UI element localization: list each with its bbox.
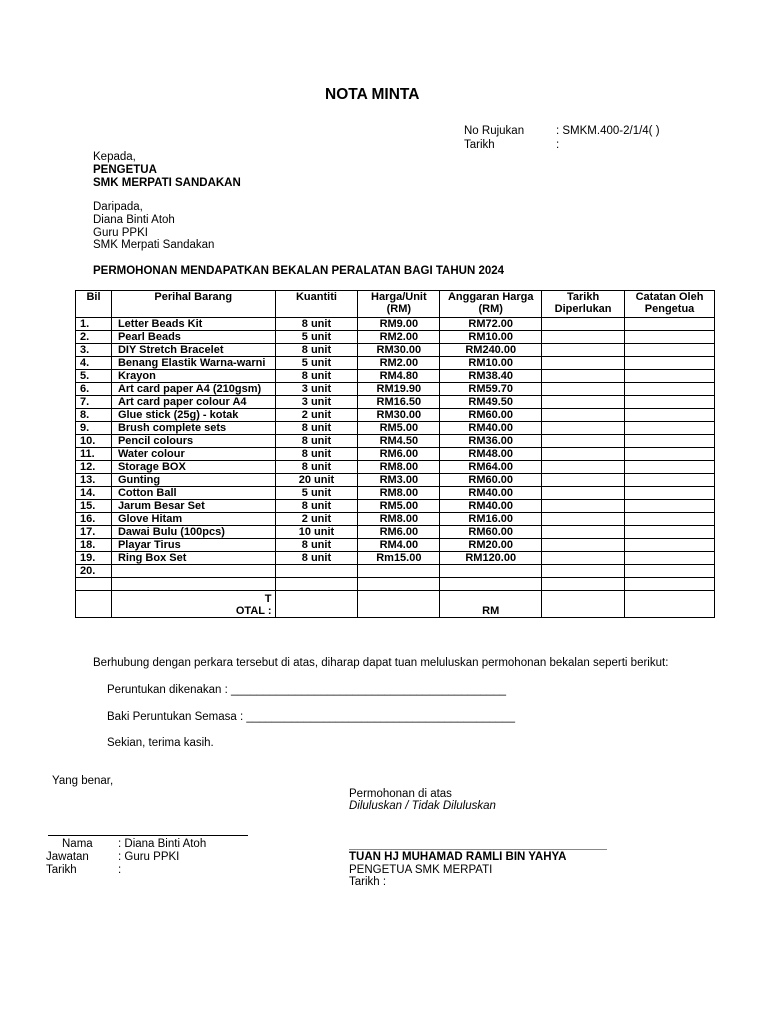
table-row bbox=[76, 448, 715, 461]
row-item: Glove Hitam bbox=[111, 513, 275, 526]
approval-line1: Permohonan di atas bbox=[349, 788, 452, 800]
row-principal-note bbox=[625, 422, 715, 435]
row-principal-note bbox=[625, 448, 715, 461]
yang-benar: Yang benar, bbox=[52, 775, 114, 787]
row-unit-price: RM8.00 bbox=[358, 487, 440, 500]
row-principal-note bbox=[625, 526, 715, 539]
tarikh-value: : bbox=[556, 139, 560, 151]
row-principal-note bbox=[625, 370, 715, 383]
row-estimated-price: RM72.00 bbox=[440, 318, 542, 331]
row-bil: 20. bbox=[76, 565, 112, 578]
row-principal-note bbox=[625, 409, 715, 422]
row-item: Pearl Beads bbox=[111, 331, 275, 344]
row-date-needed bbox=[542, 357, 625, 370]
table-row bbox=[76, 513, 715, 526]
row-date-needed bbox=[542, 409, 625, 422]
row-item bbox=[111, 565, 275, 578]
row-principal-note bbox=[625, 396, 715, 409]
row-unit-price: RM19.90 bbox=[358, 383, 440, 396]
closing-text: Sekian, terima kasih. bbox=[107, 737, 214, 749]
tarikh-label: Tarikh bbox=[464, 139, 495, 151]
row-estimated-price: RM60.00 bbox=[440, 474, 542, 487]
row-unit-price: RM2.00 bbox=[358, 331, 440, 344]
table-row bbox=[76, 487, 715, 500]
subject-heading: PERMOHONAN MENDAPATKAN BEKALAN PERALATAN BAGI TAHUN 2024 bbox=[93, 265, 505, 277]
total-label bbox=[111, 591, 275, 618]
table-row bbox=[76, 383, 715, 396]
row-quantity: 8 unit bbox=[275, 539, 358, 552]
row-item: Dawai Bulu (100pcs) bbox=[111, 526, 275, 539]
row-estimated-price: RM40.00 bbox=[440, 500, 542, 513]
row-date-needed bbox=[542, 565, 625, 578]
row-quantity: 3 unit bbox=[275, 383, 358, 396]
row-item: Brush complete sets bbox=[111, 422, 275, 435]
tarikh-left-label: Tarikh bbox=[46, 864, 77, 876]
table-row bbox=[76, 552, 715, 565]
row-unit-price: RM8.00 bbox=[358, 513, 440, 526]
col-header-bil: Bil bbox=[76, 291, 112, 318]
table-row bbox=[76, 396, 715, 409]
table-row bbox=[76, 474, 715, 487]
row-estimated-price: RM38.40 bbox=[440, 370, 542, 383]
row-estimated-price: RM48.00 bbox=[440, 448, 542, 461]
row-estimated-price: RM49.50 bbox=[440, 396, 542, 409]
total-label-2: OTAL : bbox=[235, 605, 272, 617]
row-bil: 13. bbox=[76, 474, 112, 487]
row-principal-note bbox=[625, 357, 715, 370]
row-date-needed bbox=[542, 474, 625, 487]
row-quantity: 10 unit bbox=[275, 526, 358, 539]
row-unit-price: RM2.00 bbox=[358, 357, 440, 370]
row-date-needed bbox=[542, 500, 625, 513]
row-principal-note bbox=[625, 552, 715, 565]
row-item: Playar Tirus bbox=[111, 539, 275, 552]
principal-name: TUAN HJ MUHAMAD RAMLI BIN YAHYA bbox=[349, 851, 567, 863]
row-unit-price: Rm15.00 bbox=[358, 552, 440, 565]
row-item: Glue stick (25g) - kotak bbox=[111, 409, 275, 422]
row-estimated-price: RM120.00 bbox=[440, 552, 542, 565]
row-quantity: 5 unit bbox=[275, 331, 358, 344]
row-estimated-price: RM40.00 bbox=[440, 487, 542, 500]
from-name: Diana Binti Atoh bbox=[93, 214, 175, 226]
row-unit-price: RM30.00 bbox=[358, 344, 440, 357]
table-row bbox=[76, 500, 715, 513]
row-estimated-price: RM60.00 bbox=[440, 409, 542, 422]
row-principal-note bbox=[625, 461, 715, 474]
row-item: Art card paper A4 (210gsm) bbox=[111, 383, 275, 396]
row-unit-price: RM5.00 bbox=[358, 500, 440, 513]
row-bil: 15. bbox=[76, 500, 112, 513]
row-principal-note bbox=[625, 331, 715, 344]
col-header-harga-unit: Harga/Unit (RM) bbox=[358, 291, 440, 318]
row-principal-note bbox=[625, 513, 715, 526]
row-item: Art card paper colour A4 bbox=[111, 396, 275, 409]
row-estimated-price: RM10.00 bbox=[440, 331, 542, 344]
row-principal-note bbox=[625, 539, 715, 552]
nama-value: : Diana Binti Atoh bbox=[118, 838, 207, 850]
row-quantity: 8 unit bbox=[275, 552, 358, 565]
table-row-empty bbox=[76, 578, 715, 591]
row-date-needed bbox=[542, 331, 625, 344]
row-principal-note bbox=[625, 318, 715, 331]
row-bil: 9. bbox=[76, 422, 112, 435]
no-rujukan-label: No Rujukan bbox=[464, 125, 525, 137]
row-estimated-price bbox=[440, 565, 542, 578]
row-date-needed bbox=[542, 370, 625, 383]
no-rujukan-value: : SMKM.400-2/1/4( ) bbox=[556, 125, 660, 137]
row-item: DIY Stretch Bracelet bbox=[111, 344, 275, 357]
row-quantity bbox=[275, 565, 358, 578]
table-row bbox=[76, 539, 715, 552]
row-bil: 11. bbox=[76, 448, 112, 461]
row-quantity: 2 unit bbox=[275, 409, 358, 422]
row-principal-note bbox=[625, 487, 715, 500]
row-unit-price bbox=[358, 565, 440, 578]
row-date-needed bbox=[542, 461, 625, 474]
table-row bbox=[76, 344, 715, 357]
col-header-perihal: Perihal Barang bbox=[111, 291, 275, 318]
row-bil: 19. bbox=[76, 552, 112, 565]
row-date-needed bbox=[542, 448, 625, 461]
row-item: Cotton Ball bbox=[111, 487, 275, 500]
row-principal-note bbox=[625, 500, 715, 513]
row-date-needed bbox=[542, 526, 625, 539]
row-quantity: 20 unit bbox=[275, 474, 358, 487]
row-quantity: 8 unit bbox=[275, 318, 358, 331]
row-estimated-price: RM40.00 bbox=[440, 422, 542, 435]
row-bil: 6. bbox=[76, 383, 112, 396]
from-label: Daripada, bbox=[93, 201, 143, 213]
row-date-needed bbox=[542, 487, 625, 500]
row-principal-note bbox=[625, 435, 715, 448]
table-header-row bbox=[76, 291, 715, 318]
total-label-1: T bbox=[264, 593, 272, 605]
row-bil: 2. bbox=[76, 331, 112, 344]
table-row bbox=[76, 526, 715, 539]
col-header-catatan: Catatan Oleh Pengetua bbox=[625, 291, 715, 318]
col-header-tarikh: Tarikh Diperlukan bbox=[542, 291, 625, 318]
row-bil: 17. bbox=[76, 526, 112, 539]
row-unit-price: RM16.50 bbox=[358, 396, 440, 409]
row-item: Ring Box Set bbox=[111, 552, 275, 565]
row-date-needed bbox=[542, 318, 625, 331]
row-quantity: 8 unit bbox=[275, 448, 358, 461]
row-item: Krayon bbox=[111, 370, 275, 383]
row-item: Jarum Besar Set bbox=[111, 500, 275, 513]
row-date-needed bbox=[542, 539, 625, 552]
table-row bbox=[76, 331, 715, 344]
row-unit-price: RM5.00 bbox=[358, 422, 440, 435]
row-date-needed bbox=[542, 435, 625, 448]
row-unit-price: RM8.00 bbox=[358, 461, 440, 474]
row-unit-price: RM30.00 bbox=[358, 409, 440, 422]
row-quantity: 5 unit bbox=[275, 487, 358, 500]
signature-line-left bbox=[48, 835, 248, 836]
from-school: SMK Merpati Sandakan bbox=[93, 239, 215, 251]
row-unit-price: RM4.00 bbox=[358, 539, 440, 552]
row-unit-price: RM4.80 bbox=[358, 370, 440, 383]
row-quantity: 8 unit bbox=[275, 422, 358, 435]
to-label: Kepada, bbox=[93, 151, 136, 163]
table-row bbox=[76, 461, 715, 474]
table-total-row bbox=[76, 591, 715, 618]
row-bil: 3. bbox=[76, 344, 112, 357]
row-bil: 5. bbox=[76, 370, 112, 383]
jawatan-value: : Guru PPKI bbox=[118, 851, 180, 863]
row-quantity: 2 unit bbox=[275, 513, 358, 526]
table-row bbox=[76, 357, 715, 370]
table-row bbox=[76, 422, 715, 435]
row-quantity: 5 unit bbox=[275, 357, 358, 370]
row-date-needed bbox=[542, 396, 625, 409]
baki-peruntukan-line: Baki Peruntukan Semasa : __________________________________________ bbox=[107, 711, 515, 723]
row-estimated-price: RM60.00 bbox=[440, 526, 542, 539]
total-value: RM bbox=[440, 591, 542, 618]
to-line1: PENGETUA bbox=[93, 164, 157, 176]
body-paragraph: Berhubung dengan perkara tersebut di atas, diharap dapat tuan meluluskan permohonan bekalan seperti berikut: bbox=[93, 657, 669, 669]
row-date-needed bbox=[542, 552, 625, 565]
row-quantity: 3 unit bbox=[275, 396, 358, 409]
peruntukan-line: Peruntukan dikenakan : ___________________________________________ bbox=[107, 684, 507, 696]
tarikh-left-value: : bbox=[118, 864, 122, 876]
nama-label: Nama bbox=[62, 838, 93, 850]
to-line2: SMK MERPATI SANDAKAN bbox=[93, 177, 241, 189]
jawatan-label: Jawatan bbox=[46, 851, 89, 863]
row-bil: 1. bbox=[76, 318, 112, 331]
row-bil: 16. bbox=[76, 513, 112, 526]
row-unit-price: RM4.50 bbox=[358, 435, 440, 448]
row-bil: 7. bbox=[76, 396, 112, 409]
row-quantity: 8 unit bbox=[275, 500, 358, 513]
row-bil: 4. bbox=[76, 357, 112, 370]
table-row bbox=[76, 318, 715, 331]
row-estimated-price: RM20.00 bbox=[440, 539, 542, 552]
row-principal-note bbox=[625, 474, 715, 487]
row-date-needed bbox=[542, 513, 625, 526]
row-bil: 8. bbox=[76, 409, 112, 422]
row-estimated-price: RM64.00 bbox=[440, 461, 542, 474]
principal-position: PENGETUA SMK MERPATI bbox=[349, 864, 493, 876]
row-principal-note bbox=[625, 565, 715, 578]
row-estimated-price: RM240.00 bbox=[440, 344, 542, 357]
from-position: Guru PPKI bbox=[93, 227, 148, 239]
request-table bbox=[75, 290, 715, 618]
row-unit-price: RM3.00 bbox=[358, 474, 440, 487]
row-item: Letter Beads Kit bbox=[111, 318, 275, 331]
row-bil: 18. bbox=[76, 539, 112, 552]
row-item: Gunting bbox=[111, 474, 275, 487]
table-row bbox=[76, 435, 715, 448]
row-bil: 10. bbox=[76, 435, 112, 448]
row-item: Pencil colours bbox=[111, 435, 275, 448]
row-estimated-price: RM59.70 bbox=[440, 383, 542, 396]
row-item: Storage BOX bbox=[111, 461, 275, 474]
row-bil: 12. bbox=[76, 461, 112, 474]
row-unit-price: RM6.00 bbox=[358, 448, 440, 461]
page-title: NOTA MINTA bbox=[325, 86, 420, 103]
col-header-kuantiti: Kuantiti bbox=[275, 291, 358, 318]
table-row bbox=[76, 565, 715, 578]
principal-tarikh: Tarikh : bbox=[349, 876, 387, 888]
table-row bbox=[76, 370, 715, 383]
row-unit-price: RM6.00 bbox=[358, 526, 440, 539]
row-bil: 14. bbox=[76, 487, 112, 500]
row-quantity: 8 unit bbox=[275, 435, 358, 448]
table-row bbox=[76, 409, 715, 422]
row-date-needed bbox=[542, 344, 625, 357]
row-principal-note bbox=[625, 383, 715, 396]
row-date-needed bbox=[542, 422, 625, 435]
approval-line2: Diluluskan / Tidak Diluluskan bbox=[349, 800, 496, 812]
row-principal-note bbox=[625, 344, 715, 357]
row-quantity: 8 unit bbox=[275, 344, 358, 357]
row-unit-price: RM9.00 bbox=[358, 318, 440, 331]
row-date-needed bbox=[542, 383, 625, 396]
row-item: Benang Elastik Warna-warni bbox=[111, 357, 275, 370]
row-estimated-price: RM16.00 bbox=[440, 513, 542, 526]
signature-line-right bbox=[349, 849, 607, 850]
row-quantity: 8 unit bbox=[275, 370, 358, 383]
row-item: Water colour bbox=[111, 448, 275, 461]
row-estimated-price: RM10.00 bbox=[440, 357, 542, 370]
row-estimated-price: RM36.00 bbox=[440, 435, 542, 448]
row-quantity: 8 unit bbox=[275, 461, 358, 474]
col-header-anggaran: Anggaran Harga (RM) bbox=[440, 291, 542, 318]
